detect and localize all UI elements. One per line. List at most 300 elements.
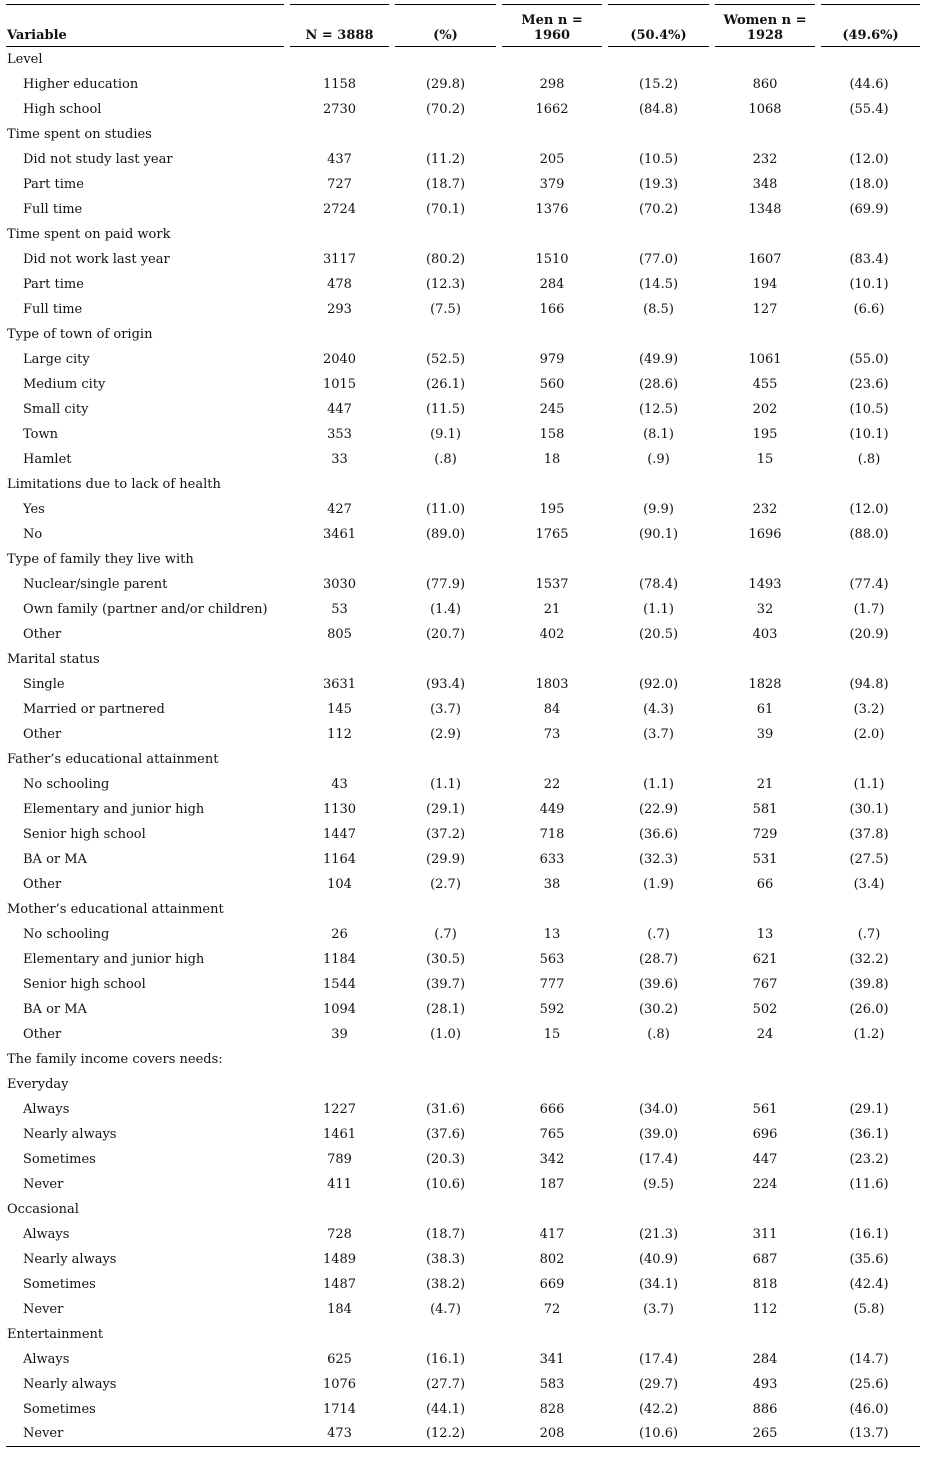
row-label: Did not work last year bbox=[23, 251, 170, 267]
women-n-cell: 886 bbox=[752, 1401, 778, 1417]
row-label: Other bbox=[23, 1026, 62, 1042]
header-total: N = 3888 bbox=[287, 5, 392, 47]
total-n-cell: 805 bbox=[327, 626, 352, 642]
women-n-cell: 232 bbox=[752, 151, 778, 167]
men-n-cell: 633 bbox=[539, 851, 565, 867]
men-n-cell: 802 bbox=[539, 1251, 565, 1267]
women-pct-cell: (10.1) bbox=[849, 426, 889, 442]
women-pct-cell: (36.1) bbox=[849, 1126, 889, 1142]
table-row bbox=[6, 722, 920, 747]
total-pct-cell: (93.4) bbox=[425, 676, 466, 692]
row-label: Sometimes bbox=[23, 1401, 96, 1417]
women-n-cell: 581 bbox=[752, 801, 778, 817]
row-label: Single bbox=[23, 676, 65, 692]
men-pct-cell: (9.5) bbox=[643, 1176, 674, 1192]
header-women: Women n = 1928 bbox=[712, 5, 818, 47]
total-pct-cell: (18.7) bbox=[425, 176, 466, 192]
row-label: Always bbox=[23, 1351, 70, 1367]
men-n-cell: 15 bbox=[543, 1026, 561, 1042]
table-row bbox=[6, 1347, 920, 1372]
men-pct-cell: (8.5) bbox=[643, 301, 674, 317]
men-pct-cell: (36.6) bbox=[638, 826, 679, 842]
men-pct-cell: (10.6) bbox=[605, 1422, 712, 1447]
men-n-cell: 379 bbox=[539, 176, 565, 192]
total-n-cell: 1487 bbox=[322, 1276, 357, 1292]
women-pct-cell: (44.6) bbox=[849, 76, 889, 92]
men-n-cell: 1510 bbox=[535, 251, 569, 267]
row-label: Always bbox=[23, 1226, 70, 1242]
total-n-cell: 728 bbox=[327, 1226, 352, 1242]
men-pct-cell: (34.0) bbox=[638, 1101, 679, 1117]
women-pct-cell: (18.0) bbox=[849, 176, 889, 192]
table-row bbox=[6, 772, 920, 797]
row-label: Always bbox=[23, 1101, 70, 1117]
row-label: Higher education bbox=[23, 76, 139, 92]
men-n-cell: 563 bbox=[539, 951, 565, 967]
total-pct-cell: (37.2) bbox=[425, 826, 466, 842]
men-pct-cell: (32.3) bbox=[638, 851, 679, 867]
men-pct-cell: (49.9) bbox=[638, 351, 679, 367]
section-label: Level bbox=[7, 51, 43, 67]
men-pct-cell: (19.3) bbox=[638, 176, 679, 192]
table-row bbox=[6, 172, 920, 197]
women-pct-cell: (10.5) bbox=[849, 401, 889, 417]
men-pct-cell: (28.6) bbox=[638, 376, 679, 392]
women-pct-cell: (23.2) bbox=[849, 1151, 889, 1167]
header-variable: Variable bbox=[6, 5, 287, 47]
section-row bbox=[6, 222, 920, 247]
women-pct-cell: (12.0) bbox=[849, 151, 889, 167]
total-n-cell: 1461 bbox=[322, 1126, 357, 1142]
section-row bbox=[6, 1072, 920, 1097]
women-pct-cell: (.7) bbox=[857, 926, 881, 942]
table-header bbox=[6, 5, 920, 47]
row-label: No schooling bbox=[23, 776, 110, 792]
row-label: Elementary and junior high bbox=[23, 951, 205, 967]
total-pct-cell: (7.5) bbox=[430, 301, 461, 317]
men-n-cell: 208 bbox=[499, 1422, 605, 1447]
women-pct-cell: (35.6) bbox=[849, 1251, 889, 1267]
women-n-cell: 284 bbox=[752, 1351, 778, 1367]
men-pct-cell: (3.7) bbox=[643, 1301, 674, 1317]
men-n-cell: 187 bbox=[539, 1176, 565, 1192]
row-label: Hamlet bbox=[23, 451, 72, 467]
women-n-cell: 13 bbox=[756, 926, 774, 942]
women-pct-cell: (37.8) bbox=[849, 826, 889, 842]
men-n-cell: 72 bbox=[543, 1301, 561, 1317]
women-pct-cell: (.8) bbox=[857, 451, 881, 467]
women-pct-cell: (14.7) bbox=[849, 1351, 889, 1367]
women-pct-cell: (12.0) bbox=[849, 501, 889, 517]
total-pct-cell: (1.4) bbox=[430, 601, 461, 617]
total-n-cell: 26 bbox=[331, 926, 348, 942]
row-label: Never bbox=[23, 1176, 64, 1192]
table-row bbox=[6, 822, 920, 847]
table-body bbox=[6, 47, 920, 1447]
total-n-cell: 1015 bbox=[322, 376, 357, 392]
women-pct-cell: (88.0) bbox=[849, 526, 889, 542]
men-pct-cell: (15.2) bbox=[638, 76, 679, 92]
section-label: Type of family they live with bbox=[7, 551, 194, 567]
total-n-cell: 2040 bbox=[322, 351, 357, 367]
section-label: Time spent on paid work bbox=[7, 226, 171, 242]
men-pct-cell: (21.3) bbox=[638, 1226, 679, 1242]
men-n-cell: 284 bbox=[539, 276, 565, 292]
table-row bbox=[6, 947, 920, 972]
total-n-cell: 1489 bbox=[322, 1251, 357, 1267]
men-pct-cell: (29.7) bbox=[638, 1376, 679, 1392]
women-n-cell: 1061 bbox=[748, 351, 782, 367]
men-n-cell: 1765 bbox=[535, 526, 569, 542]
total-n-cell: 3030 bbox=[322, 576, 357, 592]
section-row bbox=[6, 747, 920, 772]
women-pct-cell: (16.1) bbox=[849, 1226, 889, 1242]
row-label: Medium city bbox=[23, 376, 106, 392]
row-label: No bbox=[23, 526, 43, 542]
women-pct-cell: (77.4) bbox=[849, 576, 889, 592]
total-n-cell: 1094 bbox=[322, 1001, 357, 1017]
row-label: Full time bbox=[23, 201, 83, 217]
row-label: Sometimes bbox=[23, 1276, 96, 1292]
total-n-cell: 1447 bbox=[322, 826, 357, 842]
women-n-cell: 265 bbox=[712, 1422, 818, 1447]
row-label: Part time bbox=[23, 276, 84, 292]
total-n-cell: 625 bbox=[327, 1351, 352, 1367]
row-label: Part time bbox=[23, 176, 84, 192]
table-row bbox=[6, 1147, 920, 1172]
men-n-cell: 777 bbox=[539, 976, 565, 992]
table-row bbox=[6, 272, 920, 297]
women-pct-cell: (20.9) bbox=[849, 626, 889, 642]
row-label: Town bbox=[23, 426, 58, 442]
table-row bbox=[6, 522, 920, 547]
total-n-cell: 3461 bbox=[322, 526, 357, 542]
total-pct-cell: (26.1) bbox=[425, 376, 466, 392]
total-n-cell: 53 bbox=[331, 601, 348, 617]
total-pct-cell: (18.7) bbox=[425, 1226, 466, 1242]
men-n-cell: 560 bbox=[539, 376, 565, 392]
total-pct-cell: (80.2) bbox=[425, 251, 466, 267]
men-pct-cell: (70.2) bbox=[638, 201, 679, 217]
men-n-cell: 718 bbox=[539, 826, 565, 842]
women-n-cell: 39 bbox=[756, 726, 774, 742]
total-pct-cell: (11.0) bbox=[425, 501, 466, 517]
women-n-cell: 818 bbox=[752, 1276, 778, 1292]
women-pct-cell: (29.1) bbox=[849, 1101, 889, 1117]
total-n-cell: 33 bbox=[331, 451, 348, 467]
men-n-cell: 21 bbox=[543, 601, 561, 617]
row-label: Nuclear/single parent bbox=[23, 576, 168, 592]
total-pct-cell: (70.2) bbox=[425, 101, 466, 117]
total-n-cell: 39 bbox=[331, 1026, 348, 1042]
men-pct-cell: (14.5) bbox=[638, 276, 679, 292]
women-pct-cell: (5.8) bbox=[853, 1301, 885, 1317]
row-label: Did not study last year bbox=[23, 151, 173, 167]
women-pct-cell: (46.0) bbox=[849, 1401, 889, 1417]
men-pct-cell: (92.0) bbox=[638, 676, 679, 692]
total-pct-cell: (31.6) bbox=[425, 1101, 466, 1117]
women-pct-cell: (42.4) bbox=[849, 1276, 889, 1292]
women-n-cell: 493 bbox=[752, 1376, 778, 1392]
total-n-cell: 1076 bbox=[322, 1376, 357, 1392]
men-n-cell: 298 bbox=[539, 76, 565, 92]
men-n-cell: 1376 bbox=[535, 201, 569, 217]
men-pct-cell: (1.1) bbox=[643, 601, 674, 617]
women-pct-cell: (1.7) bbox=[853, 601, 885, 617]
total-pct-cell: (9.1) bbox=[430, 426, 461, 442]
total-n-cell: 43 bbox=[331, 776, 348, 792]
men-pct-cell: (77.0) bbox=[638, 251, 679, 267]
women-pct-cell: (83.4) bbox=[849, 251, 889, 267]
women-n-cell: 112 bbox=[752, 1301, 778, 1317]
table-row bbox=[6, 497, 920, 522]
table-row bbox=[6, 197, 920, 222]
women-pct-cell: (6.6) bbox=[853, 301, 885, 317]
section-row bbox=[6, 47, 920, 72]
men-n-cell: 341 bbox=[539, 1351, 565, 1367]
table-row bbox=[6, 372, 920, 397]
section-label: Time spent on studies bbox=[7, 126, 152, 142]
total-pct-cell: (29.9) bbox=[425, 851, 466, 867]
men-n-cell: 1662 bbox=[535, 101, 569, 117]
men-n-cell: 245 bbox=[539, 401, 565, 417]
table-row bbox=[6, 1022, 920, 1047]
women-n-cell: 348 bbox=[752, 176, 778, 192]
men-pct-cell: (.9) bbox=[647, 451, 670, 467]
section-label: Limitations due to lack of health bbox=[7, 476, 221, 492]
women-n-cell: 1607 bbox=[748, 251, 782, 267]
table-row bbox=[6, 997, 920, 1022]
row-label: Other bbox=[23, 876, 62, 892]
section-row bbox=[6, 322, 920, 347]
women-n-cell: 224 bbox=[752, 1176, 778, 1192]
row-label: Yes bbox=[23, 501, 45, 517]
men-pct-cell: (17.4) bbox=[638, 1351, 679, 1367]
women-n-cell: 455 bbox=[752, 376, 778, 392]
table-row bbox=[6, 422, 920, 447]
total-pct-cell: (.7) bbox=[434, 926, 457, 942]
row-label: Senior high school bbox=[23, 826, 146, 842]
women-pct-cell: (26.0) bbox=[849, 1001, 889, 1017]
table-row bbox=[6, 1297, 920, 1322]
women-pct-cell: (3.2) bbox=[853, 701, 885, 717]
men-pct-cell: (12.5) bbox=[638, 401, 679, 417]
section-row bbox=[6, 1322, 920, 1347]
women-pct-cell: (39.8) bbox=[849, 976, 889, 992]
total-n-cell: 145 bbox=[327, 701, 352, 717]
total-pct-cell: (.8) bbox=[434, 451, 457, 467]
women-n-cell: 561 bbox=[752, 1101, 778, 1117]
section-label: Father’s educational attainment bbox=[7, 751, 219, 767]
table-row bbox=[6, 1222, 920, 1247]
men-n-cell: 583 bbox=[539, 1376, 565, 1392]
women-n-cell: 531 bbox=[752, 851, 778, 867]
row-label: Nearly always bbox=[23, 1126, 117, 1142]
section-row bbox=[6, 547, 920, 572]
men-n-cell: 342 bbox=[539, 1151, 565, 1167]
total-pct-cell: (29.8) bbox=[425, 76, 466, 92]
header-men-pct: (50.4%) bbox=[605, 5, 712, 47]
women-pct-cell: (55.4) bbox=[849, 101, 889, 117]
row-label: High school bbox=[23, 101, 102, 117]
men-n-cell: 195 bbox=[539, 501, 565, 517]
men-pct-cell: (90.1) bbox=[638, 526, 679, 542]
total-n-cell: 293 bbox=[327, 301, 352, 317]
total-pct-cell: (28.1) bbox=[425, 1001, 466, 1017]
men-pct-cell: (84.8) bbox=[638, 101, 679, 117]
section-label: The family income covers needs: bbox=[7, 1051, 223, 1067]
total-pct-cell: (30.5) bbox=[425, 951, 466, 967]
table-row bbox=[6, 1397, 920, 1422]
women-pct-cell: (25.6) bbox=[849, 1376, 889, 1392]
women-pct-cell: (69.9) bbox=[849, 201, 889, 217]
section-label: Everyday bbox=[7, 1076, 69, 1092]
women-n-cell: 729 bbox=[752, 826, 778, 842]
total-n-cell: 1164 bbox=[322, 851, 357, 867]
men-pct-cell: (39.0) bbox=[638, 1126, 679, 1142]
total-pct-cell: (20.3) bbox=[425, 1151, 466, 1167]
women-n-cell: 127 bbox=[752, 301, 778, 317]
table-row bbox=[6, 1422, 920, 1447]
table-row bbox=[6, 1247, 920, 1272]
men-n-cell: 592 bbox=[539, 1001, 565, 1017]
total-pct-cell: (70.1) bbox=[425, 201, 466, 217]
table-row bbox=[6, 72, 920, 97]
men-n-cell: 18 bbox=[543, 451, 561, 467]
men-n-cell: 158 bbox=[539, 426, 565, 442]
total-pct-cell: (16.1) bbox=[425, 1351, 466, 1367]
table-row bbox=[6, 847, 920, 872]
men-pct-cell: (22.9) bbox=[638, 801, 679, 817]
women-n-cell: 195 bbox=[752, 426, 778, 442]
row-label: BA or MA bbox=[23, 1001, 87, 1017]
women-pct-cell: (55.0) bbox=[849, 351, 889, 367]
section-label: Mother’s educational attainment bbox=[7, 901, 224, 917]
section-row bbox=[6, 897, 920, 922]
men-pct-cell: (42.2) bbox=[638, 1401, 679, 1417]
total-n-cell: 3631 bbox=[322, 676, 357, 692]
section-label: Occasional bbox=[7, 1201, 79, 1217]
men-n-cell: 13 bbox=[543, 926, 561, 942]
total-pct-cell: (12.3) bbox=[425, 276, 466, 292]
table-row bbox=[6, 447, 920, 472]
men-n-cell: 205 bbox=[539, 151, 565, 167]
women-n-cell: 311 bbox=[752, 1226, 778, 1242]
men-n-cell: 73 bbox=[543, 726, 561, 742]
men-n-cell: 22 bbox=[543, 776, 561, 792]
total-pct-cell: (89.0) bbox=[425, 526, 466, 542]
women-n-cell: 767 bbox=[752, 976, 778, 992]
women-pct-cell: (1.2) bbox=[853, 1026, 885, 1042]
section-row bbox=[6, 472, 920, 497]
section-row bbox=[6, 647, 920, 672]
table-row bbox=[6, 797, 920, 822]
women-pct-cell: (1.1) bbox=[853, 776, 885, 792]
men-pct-cell: (10.5) bbox=[638, 151, 679, 167]
total-n-cell: 3117 bbox=[322, 251, 357, 267]
table-row bbox=[6, 247, 920, 272]
men-pct-cell: (39.6) bbox=[638, 976, 679, 992]
header-row bbox=[6, 5, 920, 47]
total-n-cell: 104 bbox=[327, 876, 352, 892]
table-container bbox=[6, 4, 920, 1447]
total-n-cell: 1714 bbox=[322, 1401, 357, 1417]
women-n-cell: 1068 bbox=[748, 101, 782, 117]
section-label: Type of town of origin bbox=[7, 326, 153, 342]
table-row bbox=[6, 397, 920, 422]
women-n-cell: 66 bbox=[756, 876, 774, 892]
row-label: Small city bbox=[23, 401, 89, 417]
header-total-pct: (%) bbox=[392, 5, 499, 47]
total-n-cell: 789 bbox=[327, 1151, 352, 1167]
total-pct-cell: (39.7) bbox=[425, 976, 466, 992]
total-n-cell: 447 bbox=[327, 401, 352, 417]
row-label: Other bbox=[23, 726, 62, 742]
women-pct-cell: (23.6) bbox=[849, 376, 889, 392]
total-pct-cell: (37.6) bbox=[425, 1126, 466, 1142]
table-row bbox=[6, 672, 920, 697]
men-n-cell: 38 bbox=[543, 876, 561, 892]
men-pct-cell: (78.4) bbox=[638, 576, 679, 592]
total-pct-cell: (52.5) bbox=[425, 351, 466, 367]
header-women-pct: (49.6%) bbox=[818, 5, 920, 47]
total-pct-cell: (2.9) bbox=[430, 726, 461, 742]
women-pct-cell: (3.4) bbox=[853, 876, 885, 892]
women-n-cell: 403 bbox=[752, 626, 778, 642]
women-n-cell: 232 bbox=[752, 501, 778, 517]
total-n-cell: 478 bbox=[327, 276, 352, 292]
row-label: Senior high school bbox=[23, 976, 146, 992]
total-pct-cell: (11.5) bbox=[425, 401, 466, 417]
total-pct-cell: (38.2) bbox=[425, 1276, 466, 1292]
total-n-cell: 411 bbox=[327, 1176, 352, 1192]
women-pct-cell: (32.2) bbox=[849, 951, 889, 967]
men-n-cell: 449 bbox=[539, 801, 565, 817]
table-row bbox=[6, 147, 920, 172]
women-n-cell: 32 bbox=[756, 601, 774, 617]
table-row bbox=[6, 1272, 920, 1297]
table-row bbox=[6, 347, 920, 372]
men-n-cell: 669 bbox=[539, 1276, 565, 1292]
total-n-cell: 1130 bbox=[322, 801, 357, 817]
table-row bbox=[6, 622, 920, 647]
men-pct-cell: (28.7) bbox=[638, 951, 679, 967]
row-label: Nearly always bbox=[23, 1251, 117, 1267]
total-pct-cell: (11.2) bbox=[425, 151, 466, 167]
women-n-cell: 202 bbox=[752, 401, 778, 417]
women-pct-cell: (94.8) bbox=[849, 676, 889, 692]
women-n-cell: 61 bbox=[756, 701, 774, 717]
table-row bbox=[6, 572, 920, 597]
row-label: Own family (partner and/or children) bbox=[23, 601, 268, 617]
total-pct-cell: (77.9) bbox=[425, 576, 466, 592]
men-pct-cell: (1.9) bbox=[643, 876, 674, 892]
table-row bbox=[6, 922, 920, 947]
women-n-cell: 1696 bbox=[748, 526, 782, 542]
women-n-cell: 15 bbox=[756, 451, 774, 467]
men-pct-cell: (.8) bbox=[647, 1026, 670, 1042]
women-pct-cell: (11.6) bbox=[849, 1176, 889, 1192]
men-pct-cell: (30.2) bbox=[638, 1001, 679, 1017]
men-pct-cell: (9.9) bbox=[643, 501, 674, 517]
men-n-cell: 666 bbox=[539, 1101, 565, 1117]
table-row bbox=[6, 1097, 920, 1122]
total-pct-cell: (44.1) bbox=[425, 1401, 466, 1417]
total-pct-cell: (29.1) bbox=[425, 801, 466, 817]
row-label: Sometimes bbox=[23, 1151, 96, 1167]
total-n-cell: 1227 bbox=[322, 1101, 357, 1117]
men-n-cell: 765 bbox=[539, 1126, 565, 1142]
